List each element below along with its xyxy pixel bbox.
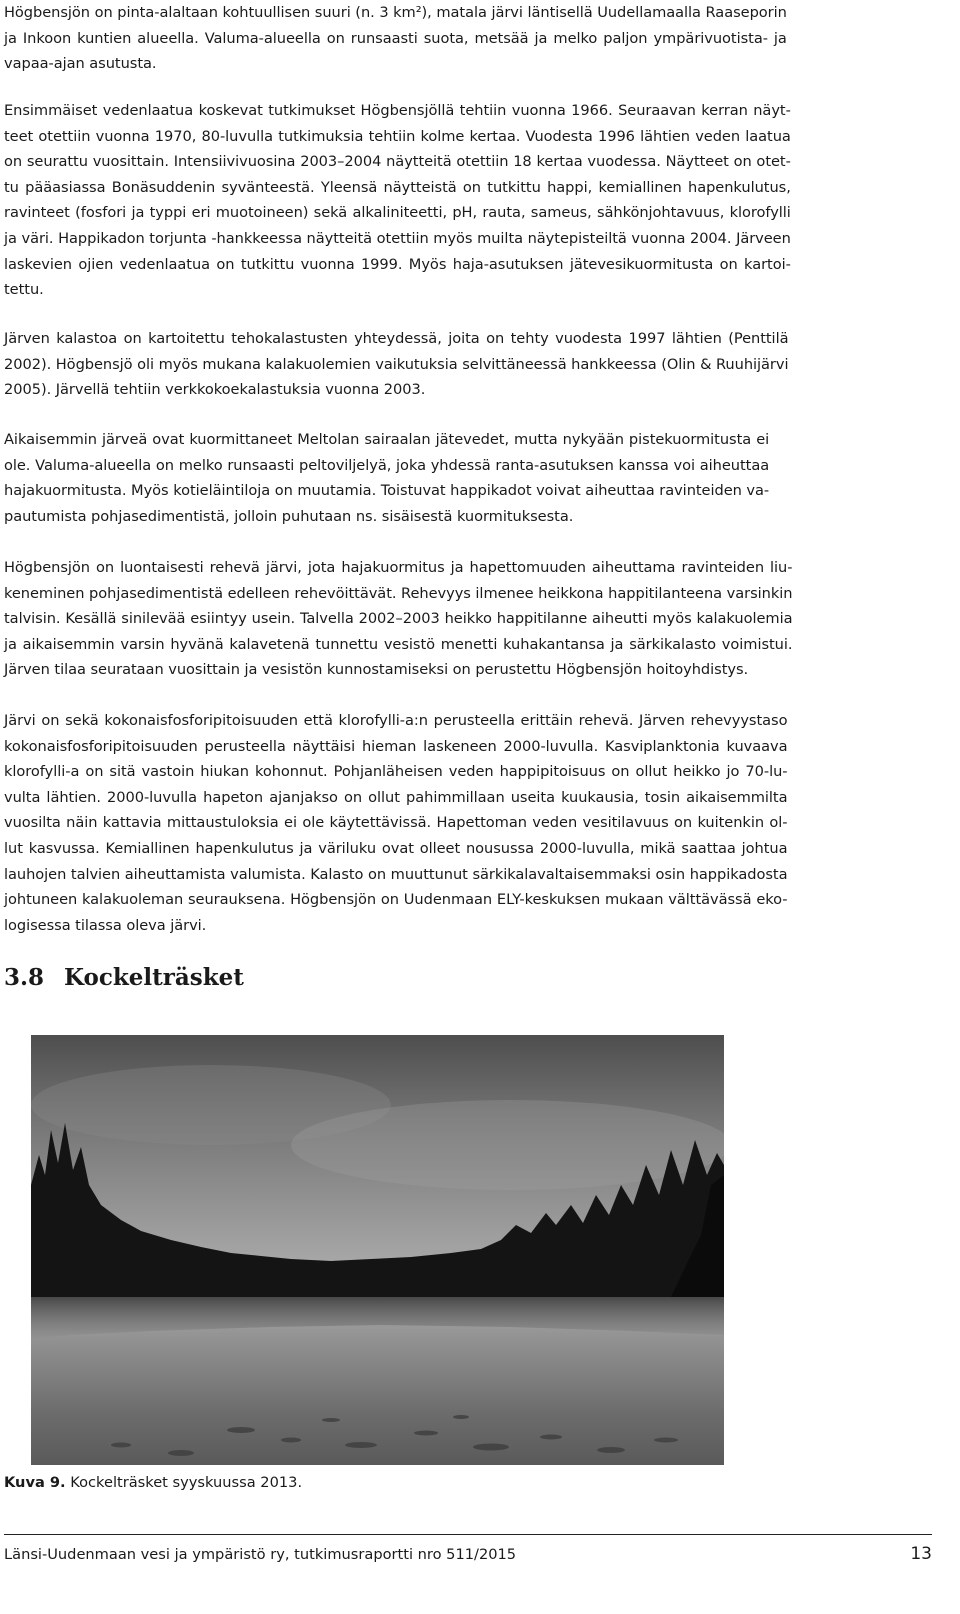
section-title: Kockelträsket	[64, 964, 244, 991]
text-line: ja Inkoon kuntien alueella. Valuma-alueella on runsaasti suota, metsää ja melko paljon ympärivuotista- ja	[4, 29, 787, 47]
paragraph-status-assessment	[4, 708, 788, 938]
text-line: teet otettiin vuonna 1970, 80-luvulla tutkimuksia tehtiin kolme kertaa. Vuodesta 1996 lähtien veden laatua	[4, 127, 791, 145]
text-line: tu pääasiassa Bonäsuddenin syvänteestä. Yleensä näytteistä on tutkittu happi, kemiallinen hapenkulutus,	[4, 178, 791, 196]
figure-caption	[4, 1474, 302, 1491]
text-line: 2005). Järvellä tehtiin verkkokoekalastuksia vuonna 2003.	[4, 381, 426, 399]
section-number: 3.8	[4, 964, 45, 991]
text-line: hajakuormitusta. Myös kotieläintiloja on muutamia. Toistuvat happikadot voivat aiheuttaa ravinteiden va-	[4, 482, 770, 500]
text-line: Järvi on sekä kokonaisfosforipitoisuuden että klorofylli-a:n perusteella erittäin rehevä. Järven rehevyystaso	[4, 712, 788, 729]
text-line: lut kasvussa. Kemiallinen hapenkulutus ja väriluku ovat olleet nousussa 2000-luvulla, mikä saattaa johtua	[4, 839, 788, 857]
text-line: kokonaisfosforipitoisuuden perusteella näyttäisi hieman laskeneen 2000-luvulla. Kasviplanktonia kuvaava	[4, 737, 788, 755]
text-line: 2002). Högbensjö oli myös mukana kalakuolemien vaikutuksia selvittäneessä hankkeessa (Olin & Ruuhijärvi	[4, 355, 789, 373]
text-line: Järven tilaa seurataan vuosittain ja vesistön kunnostamiseksi on perustettu Högbensjön hoitoyhdistys.	[4, 661, 749, 679]
text-line: johtuneen kalakuoleman seurauksena. Högbensjön on Uudenmaan ELY-keskuksen mukaan välttävässä eko-	[4, 891, 788, 909]
text-line: Högbensjön on luontaisesti rehevä järvi, jota hajakuormitus ja hapettomuuden aiheuttama ravinteiden liu-	[4, 559, 793, 576]
text-line: vuosilta näin kattavia mittaustuloksia ei ole käytettävissä. Hapettoman veden vesitilavuus on kuitenkin ol-	[4, 814, 788, 832]
text-line: Högbensjön on pinta-alaltaan kohtuullisen suuri (n. 3 km²), matala järvi läntisellä Uudellamaalla Raaseporin	[4, 4, 787, 21]
text-line: tettu.	[4, 281, 44, 299]
text-line: lauhojen talvien aiheuttamista valumista. Kalasto on muuttunut särkikalavaltaisemmaksi osin happikadosta	[4, 865, 788, 883]
text-line: talvisin. Kesällä sinilevää esiintyy usein. Talvella 2002–2003 heikko happitilanne aiheutti myös kalakuolemia	[4, 610, 793, 628]
footer-text: Länsi-Uudenmaan vesi ja ympäristö ry, tutkimusraportti nro 511/2015	[4, 1546, 517, 1563]
paragraph-loading	[4, 427, 769, 529]
text-line: ja aikaisemmin varsin hyvänä kalavetenä tunnettu vesistö menetti kuhakantansa ja särkikalasto voimistui.	[4, 635, 793, 653]
text-line: ja väri. Happikadon torjunta -hankkeessa näytteitä otettiin myös muilta näytepisteiltä vuonna 2004. Järveen	[4, 229, 791, 247]
lake-photo	[31, 1035, 724, 1465]
paragraph-water-quality-studies	[4, 98, 791, 303]
text-line: pautumista pohjasedimentistä, jolloin puhutaan ns. sisäisestä kuormituksesta.	[4, 507, 574, 525]
text-line: Ensimmäiset vedenlaatua koskevat tutkimukset Högbensjöllä tehtiin vuonna 1966. Seuraavan kerran näyt-	[4, 102, 791, 119]
text-line: ravinteet (fosfori ja typpi eri muotoineen) sekä alkaliniteetti, pH, rauta, sameus, sähkönjohtavuus, klorofylli	[4, 204, 791, 222]
text-line: Järven kalastoa on kartoitettu tehokalastusten yhteydessä, joita on tehty vuodesta 1997 lähtien (Penttilä	[4, 330, 789, 347]
text-line: vapaa-ajan asutusta.	[4, 55, 157, 73]
section-heading	[4, 964, 244, 991]
paragraph-fish-surveys	[4, 326, 788, 403]
text-line: keneminen pohjasedimentistä edelleen rehevöittävät. Rehevyys ilmenee heikkona happitilanteena varsinkin	[4, 584, 793, 602]
paragraph-eutrophication	[4, 555, 792, 683]
text-line: vulta lähtien. 2000-luvulla hapeton ajanjakso on ollut pahimmillaan useita kuukausia, tosin aikaisemmilta	[4, 788, 788, 806]
paragraph-intro	[4, 0, 787, 77]
text-line: laskevien ojien vedenlaatua on tutkittu vuonna 1999. Myös haja-asutuksen jätevesikuormitusta on kartoi-	[4, 255, 791, 273]
text-line: Aikaisemmin järveä ovat kuormittaneet Meltolan sairaalan jätevedet, mutta nykyään pistekuormitusta ei	[4, 431, 770, 448]
figure-label: Kuva 9.	[4, 1474, 66, 1491]
text-line: ole. Valuma-alueella on melko runsaasti peltoviljelyä, joka yhdessä ranta-asutuksen kanssa voi aiheuttaa	[4, 456, 770, 474]
page-number: 13	[910, 1544, 932, 1564]
text-line: klorofylli-a on sitä vastoin hiukan kohonnut. Pohjanläheisen veden happipitoisuus on ollut heikko jo 70-lu-	[4, 763, 788, 781]
text-line: on seurattu vuosittain. Intensiivivuosina 2003–2004 näytteitä otettiin 18 kertaa vuodessa. Näytteet on otet-	[4, 153, 791, 171]
figure-caption-text: Kockelträsket syyskuussa 2013.	[70, 1474, 303, 1491]
footer-divider	[4, 1534, 932, 1535]
text-line: logisessa tilassa oleva järvi.	[4, 916, 207, 934]
